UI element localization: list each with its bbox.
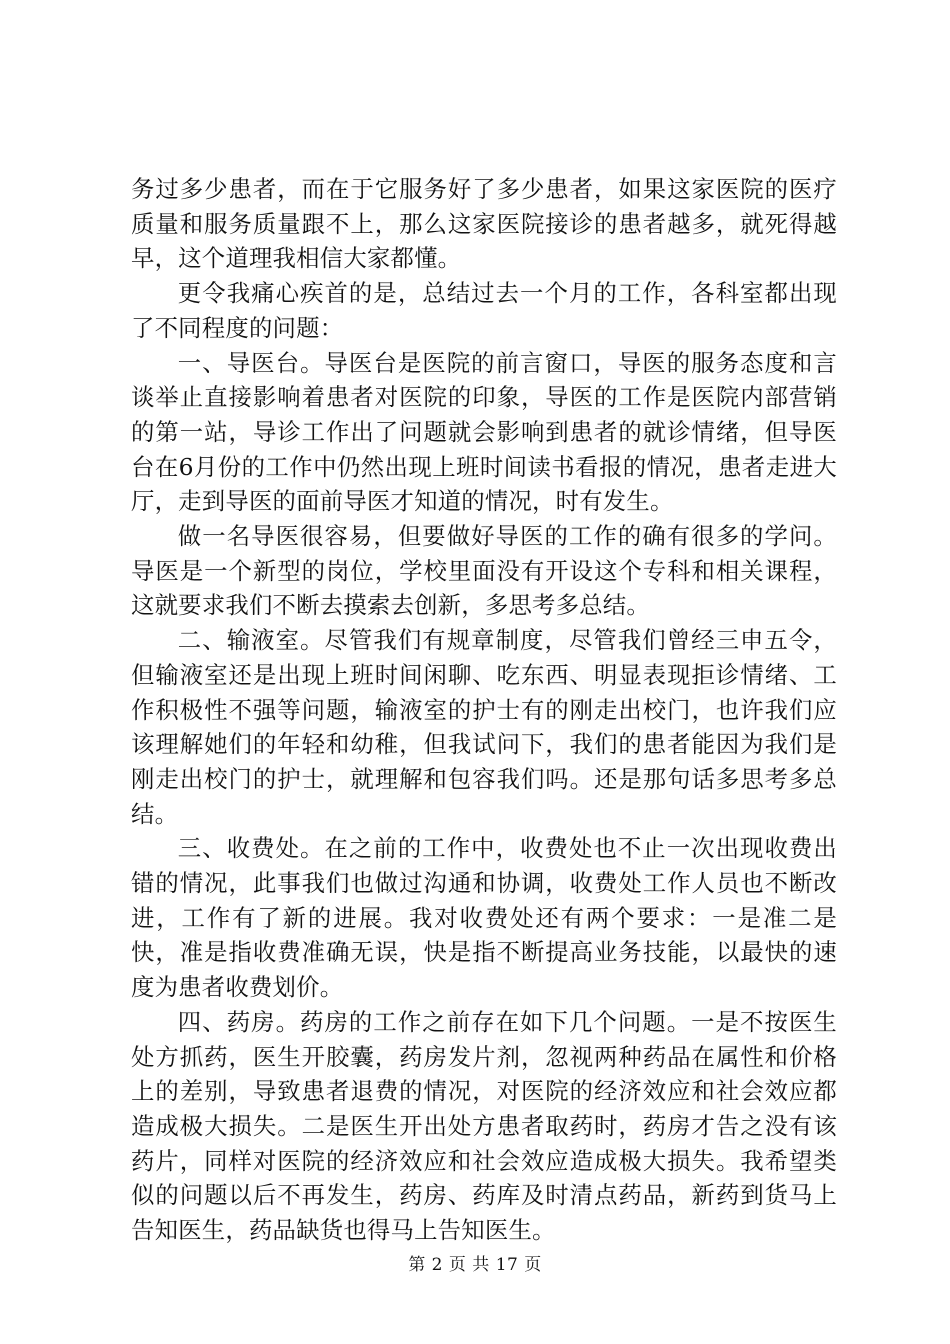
- paragraph-4: 做一名导医很容易，但要做好导医的工作的确有很多的学问。导医是一个新型的岗位，学校里面没有开设这个专科和相关课程，这就要求我们不断去摸索去创新，多思考多总结。: [131, 522, 837, 620]
- paragraph-2: 更令我痛心疾首的是，总结过去一个月的工作，各科室都出现了不同程度的问题：: [131, 279, 837, 342]
- paragraph-3: 一、导医台。导医台是医院的前言窗口，导医的服务态度和言谈举止直接影响着患者对医院的印象，导医的工作是医院内部营销的第一站，导诊工作出了问题就会影响到患者的就诊情绪，但导医台在6月份的工作中仍然出现上班时间读书看报的情况，患者走进大厅，走到导医的面前导医才知道的情况，时有发生。: [131, 348, 837, 516]
- paragraph-1: 务过多少患者，而在于它服务好了多少患者，如果这家医院的医疗质量和服务质量跟不上，那么这家医院接诊的患者越多，就死得越早，这个道理我相信大家都懂。: [131, 175, 837, 273]
- page-footer: 第 2 页 共 17 页: [408, 1255, 542, 1275]
- paragraph-5: 二、输液室。尽管我们有规章制度，尽管我们曾经三申五令，但输液室还是出现上班时间闲聊、吃东西、明显表现拒诊情绪、工作积极性不强等问题，输液室的护士有的刚走出校门，也许我们应该理解她们的年轻和幼稚，但我试问下，我们的患者能因为我们是刚走出校门的护士，就理解和包容我们吗。还是那句话多思考多总结。: [131, 626, 837, 828]
- document-body: [131, 172, 837, 1248]
- paragraph-6: 三、收费处。在之前的工作中，收费处也不止一次出现收费出错的情况，此事我们也做过沟通和协调，收费处工作人员也不断改进，工作有了新的进展。我对收费处还有两个要求：一是准二是快，准是指收费准确无误，快是指不断提高业务技能，以最快的速度为患者收费划价。: [131, 834, 837, 1002]
- paragraph-7: 四、药房。药房的工作之前存在如下几个问题。一是不按医生处方抓药，医生开胶囊，药房发片剂，忽视两种药品在属性和价格上的差别，导致患者退费的情况，对医院的经济效应和社会效应都造成极大损失。二是医生开出处方患者取药时，药房才告之没有该药片，同样对医院的经济效应和社会效应造成极大损失。我希望类似的问题以后不再发生，药房、药库及时清点药品，新药到货马上告知医生，药品缺货也得马上告知医生。: [131, 1007, 837, 1245]
